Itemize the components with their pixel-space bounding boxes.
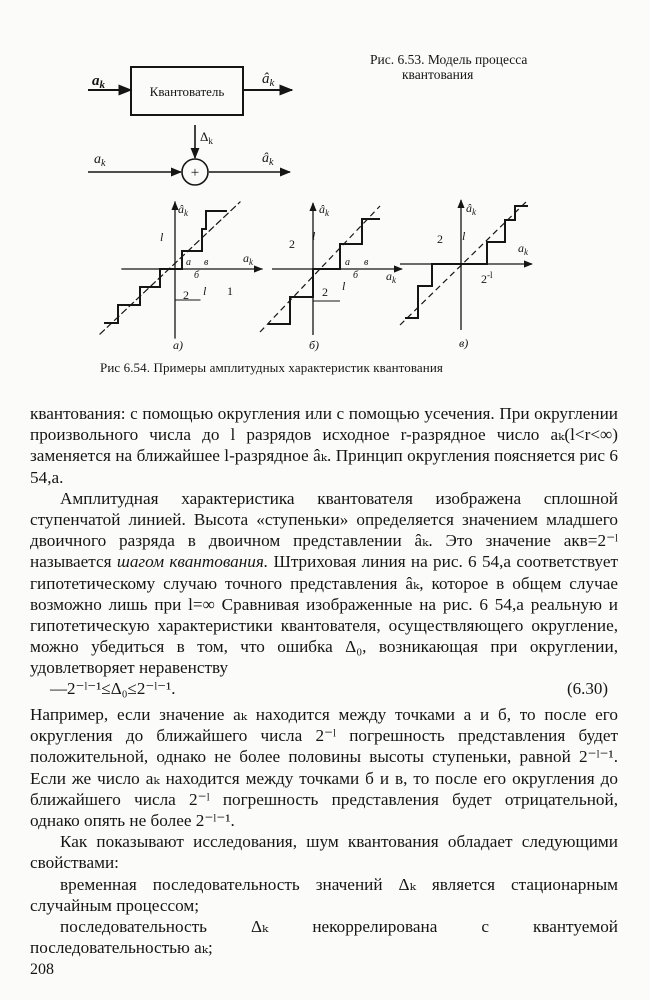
quantizer-label: Квантователь	[149, 84, 225, 99]
panel-v-x-label: $a_k$	[518, 241, 528, 257]
fig-6-54-panel-v	[400, 200, 532, 350]
panel-a-point-b: б	[194, 270, 200, 281]
panel-b-l-bottom: l	[342, 279, 346, 293]
panel-b-two-top: 2	[289, 237, 295, 251]
panel-b-point-a: a	[345, 257, 350, 268]
panel-b-point-v: в	[364, 257, 369, 268]
panel-a-l-top: l	[160, 230, 164, 244]
out-bottom-label: $â_k$	[262, 151, 274, 168]
term-quant-step: шагом квантования.	[116, 552, 269, 572]
panel-b-staircase	[268, 219, 380, 324]
paragraph-research: Как показывают исследования, шум квантования обладает следующими свойствами:	[30, 832, 618, 873]
formula-6-30: —2⁻ˡ⁻¹≤Δ₀≤2⁻ˡ⁻¹.	[50, 679, 176, 698]
panel-a-point-v: в	[204, 257, 209, 268]
fig-6-54-caption: Рис 6.54. Примеры амплитудных характеристик квантования	[100, 360, 443, 375]
body-text-lower	[30, 704, 618, 958]
panel-b-x-label: $a_k$	[386, 269, 396, 285]
fig-6-53-diagram	[88, 67, 292, 185]
panel-v-staircase	[405, 206, 528, 318]
panel-a-x-label: $a_k$	[243, 251, 253, 267]
panel-a-two: 2	[183, 288, 189, 302]
panel-a-one: 1	[227, 284, 233, 298]
in-bottom-label: $a_k$	[94, 152, 106, 169]
paragraph-property-2: последовательность Δₖ некоррелирована с квантуемой последовательностью aₖ;	[30, 917, 618, 958]
paragraph-amplitude: Амплитудная характеристика квантователя изображена сплошной ступенчатой линией. Высота «ступеньки» определяется значением младшего двоичного разряда в двоичном представлении âₖ. Это значение aкв=2⁻ˡ называется шагом квантования. Штриховая линия на рис. 6 54,a соответствует гипотетическому случаю точного представления âₖ, которое в общем случае возможно лишь при l=∞ Сравнивая изображенные на рис. 6 54,a реальную и гипотетическую характеристики квантователя, осуществляющего округление, можно убедиться в том, что ошибка Δ₀, возникающая при округлении, удовлетворяет неравенству	[30, 488, 618, 678]
equation-number: (6.30)	[567, 679, 609, 698]
fig-6-53-caption-line2: квантования	[402, 67, 474, 82]
panel-b-letter: б)	[309, 338, 320, 352]
panel-a-l-bottom: l	[203, 284, 207, 298]
paragraph-example: Например, если значение aₖ находится между точками a и б, то после его округления до ближайшего числа 2⁻ˡ погрешность представления будет положительной, однако не более половины высоты ступеньки, равной 2⁻ˡ⁻¹. Если же число aₖ находится между точками б и в, то после его округления до ближайшего числа 2⁻ˡ погрешность представления будет отрицательной, однако опять не более 2⁻ˡ⁻¹.	[30, 705, 618, 831]
panel-v-l: l	[462, 229, 466, 243]
fig-6-53-caption-line1: Рис. 6.53. Модель процесса	[370, 52, 528, 67]
panel-b-l-top: l	[312, 229, 316, 243]
panel-a-point-a: a	[186, 257, 191, 268]
paragraph-rounding: квантования: с помощью округления или с помощью усечения. При округлении произвольного числа до l разрядов исходное r-разрядное число aₖ(l<r<∞) заменяется на ближайшее l-разрядное âₖ. Принцип округления поясняется рис 6 54,a.	[30, 404, 618, 487]
panel-v-y-label: $â_k$	[466, 201, 476, 217]
fig-6-53-caption	[370, 52, 610, 82]
panel-b-point-b: б	[353, 270, 359, 281]
page-number: 208	[30, 961, 54, 978]
fig-6-54-panel-a	[100, 202, 262, 352]
panel-v-two: 2	[437, 232, 443, 246]
in-top-label: $a_k$	[92, 73, 105, 91]
paragraph-property-1: временная последовательность значений Δₖ является стационарным случайным процессом;	[30, 874, 618, 915]
panel-b-two: 2	[322, 285, 328, 299]
panel-a-letter: а)	[173, 338, 183, 352]
panel-v-ideal-line	[400, 200, 528, 325]
panel-v-step-label: $2^{-l}$	[481, 270, 493, 286]
panel-v-letter: в)	[459, 336, 469, 350]
adder-plus-icon: +	[190, 165, 200, 181]
body-text-upper	[30, 403, 618, 679]
delta-label: $\Delta_k$	[200, 129, 213, 146]
out-top-label: $â_k$	[262, 71, 275, 89]
panel-a-y-label: $â_k$	[178, 202, 188, 218]
panel-b-y-label: $â_k$	[319, 202, 329, 218]
fig-6-54-panel-b	[260, 202, 402, 352]
